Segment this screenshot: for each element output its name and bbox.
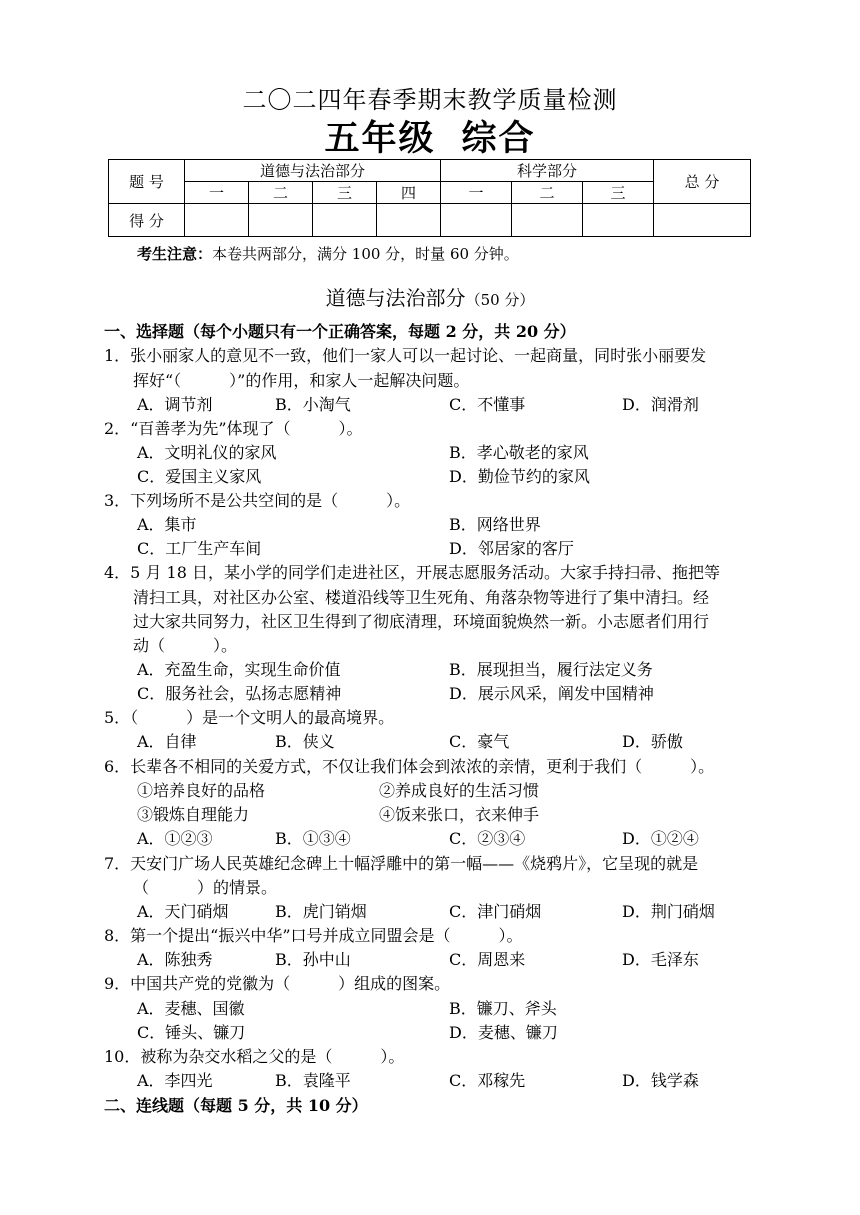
q10-option-c[interactable]: C．邓稼先 — [449, 1071, 526, 1090]
grade-subject-title — [0, 118, 860, 160]
question-10: 10．被称为杂交水稻之父的是（ ）。 — [104, 1047, 405, 1066]
q5-option-a[interactable]: A．自律 — [137, 732, 197, 751]
q7-option-a[interactable]: A．天门硝烟 — [137, 902, 229, 921]
question-4: 4．5 月 18 日，某小学的同学们走进社区，开展志愿服务活动。大家手持扫帚、拖把等 — [104, 563, 720, 582]
q5-option-d[interactable]: D．骄傲 — [622, 732, 683, 751]
q4-option-c[interactable]: C．服务社会，弘扬志愿精神 — [137, 684, 342, 703]
score-cell[interactable] — [441, 204, 512, 237]
score-cell[interactable] — [185, 204, 249, 237]
q9-option-d[interactable]: D．麦穗、镰刀 — [449, 1023, 558, 1042]
q9-option-b[interactable]: B．镰刀、斧头 — [449, 999, 557, 1018]
question-1: 1．张小丽家人的意见不一致，他们一家人可以一起讨论、一起商量，同时张小丽要发 — [104, 346, 707, 365]
question-7: 7．天安门广场人民英雄纪念碑上十幅浮雕中的第一幅——《烧鸦片》，它呈现的就是 — [104, 854, 699, 873]
subject-label: 综合 — [461, 118, 536, 159]
q5-option-c[interactable]: C．豪气 — [449, 732, 510, 751]
part1-title — [0, 285, 860, 313]
col-header: 三 — [313, 182, 377, 204]
total-score-cell[interactable] — [654, 204, 751, 237]
question-4-line3: 过大家共同努力，社区卫生得到了彻底清理，环境面貌焕然一新。小志愿者们用行 — [133, 612, 710, 631]
q6-statement-1: ①培养良好的品格 — [137, 781, 266, 800]
score-cell[interactable] — [583, 204, 654, 237]
part1-name: 道德与法治部分 — [325, 286, 466, 310]
q6-option-c[interactable]: C．②③④ — [449, 829, 526, 848]
q2-option-d[interactable]: D．勤俭节约的家风 — [449, 467, 590, 486]
question-6: 6．长辈各不相同的关爱方式，不仅让我们体会到浓浓的亲情，更利于我们（ ）。 — [104, 757, 715, 776]
q6-statement-2: ②养成良好的生活习惯 — [379, 781, 540, 800]
q5-option-b[interactable]: B．侠义 — [275, 732, 335, 751]
q4-option-d[interactable]: D．展示风采，阐发中国精神 — [449, 684, 654, 703]
col-header: 二 — [249, 182, 313, 204]
question-4-line4: 动（ ）。 — [133, 636, 238, 655]
notice-text: 本卷共两部分，满分 100 分，时量 60 分钟。 — [212, 245, 519, 263]
q6-option-d[interactable]: D．①②④ — [622, 829, 699, 848]
q9-option-c[interactable]: C．锤头、镰刀 — [137, 1023, 246, 1042]
q2-option-b[interactable]: B．孝心敬老的家风 — [449, 443, 589, 462]
question-4-line2: 清扫工具，对社区办公室、楼道沿线等卫生死角、角落杂物等进行了集中清扫。经 — [133, 588, 710, 607]
question-9: 9．中国共产党的党徽为（ ）组成的图案。 — [104, 974, 451, 993]
col-header: 四 — [377, 182, 441, 204]
q1-option-b[interactable]: B．小淘气 — [275, 395, 351, 414]
question-8: 8．第一个提出“振兴中华”口号并成立同盟会是（ ）。 — [104, 926, 523, 945]
science-section-header: 科学部分 — [441, 160, 654, 182]
score-table — [108, 159, 751, 237]
q7-option-d[interactable]: D．荆门硝烟 — [622, 902, 715, 921]
question-5: 5．（ ）是一个文明人的最高境界。 — [104, 708, 395, 727]
question-no-header: 题 号 — [109, 160, 185, 204]
question-2: 2．“百善孝为先”体现了（ ）。 — [104, 419, 363, 438]
question-3: 3．下列场所不是公共空间的是（ ）。 — [104, 491, 411, 510]
q7-option-c[interactable]: C．津门硝烟 — [449, 902, 542, 921]
q6-statement-3: ③锻炼自理能力 — [137, 805, 250, 824]
q6-statement-4: ④饭来张口，衣来伸手 — [379, 805, 540, 824]
q4-option-a[interactable]: A．充盈生命，实现生命价值 — [137, 660, 341, 679]
score-cell[interactable] — [512, 204, 583, 237]
question-1-line2: 挥好“（ ）”的作用，和家人一起解决问题。 — [133, 371, 470, 390]
section2-heading: 二、连线题（每题 5 分，共 10 分） — [104, 1096, 368, 1115]
q10-option-a[interactable]: A．李四光 — [137, 1071, 213, 1090]
q1-option-d[interactable]: D．润滑剂 — [622, 395, 699, 414]
exam-notice — [137, 243, 519, 265]
q3-option-a[interactable]: A．集市 — [137, 515, 197, 534]
total-header: 总 分 — [654, 160, 751, 204]
q2-option-c[interactable]: C．爱国主义家风 — [137, 467, 262, 486]
q8-option-b[interactable]: B．孙中山 — [275, 950, 351, 969]
section1-heading: 一、选择题（每个小题只有一个正确答案，每题 2 分，共 20 分） — [104, 322, 576, 341]
col-header: 一 — [441, 182, 512, 204]
q8-option-a[interactable]: A．陈独秀 — [137, 950, 213, 969]
q10-option-b[interactable]: B．袁隆平 — [275, 1071, 351, 1090]
col-header: 二 — [512, 182, 583, 204]
part1-points: （50 分） — [465, 291, 535, 309]
grade-label: 五年级 — [324, 118, 436, 159]
q3-option-c[interactable]: C．工厂生产车间 — [137, 539, 262, 558]
score-cell[interactable] — [313, 204, 377, 237]
notice-label: 考生注意： — [137, 245, 213, 263]
q7-option-b[interactable]: B．虎门销烟 — [275, 902, 367, 921]
q1-option-c[interactable]: C．不懂事 — [449, 395, 526, 414]
q1-option-a[interactable]: A．调节剂 — [137, 395, 213, 414]
score-cell[interactable] — [377, 204, 441, 237]
q8-option-c[interactable]: C．周恩来 — [449, 950, 526, 969]
exam-title: 二〇二四年春季期末教学质量检测 — [242, 86, 618, 114]
q8-option-d[interactable]: D．毛泽东 — [622, 950, 699, 969]
q3-option-b[interactable]: B．网络世界 — [449, 515, 541, 534]
ethics-section-header: 道德与法治部分 — [185, 160, 441, 182]
q9-option-a[interactable]: A．麦穗、国徽 — [137, 999, 245, 1018]
question-7-line2: （ ）的情景。 — [133, 878, 278, 897]
col-header: 三 — [583, 182, 654, 204]
q2-option-a[interactable]: A．文明礼仪的家风 — [137, 443, 277, 462]
col-header: 一 — [185, 182, 249, 204]
score-cell[interactable] — [249, 204, 313, 237]
q4-option-b[interactable]: B．展现担当，履行法定义务 — [449, 660, 653, 679]
q6-option-a[interactable]: A．①②③ — [137, 829, 213, 848]
q3-option-d[interactable]: D．邻居家的客厅 — [449, 539, 574, 558]
score-row-label: 得 分 — [109, 204, 185, 237]
q10-option-d[interactable]: D．钱学森 — [622, 1071, 699, 1090]
q6-option-b[interactable]: B．①③④ — [275, 829, 351, 848]
